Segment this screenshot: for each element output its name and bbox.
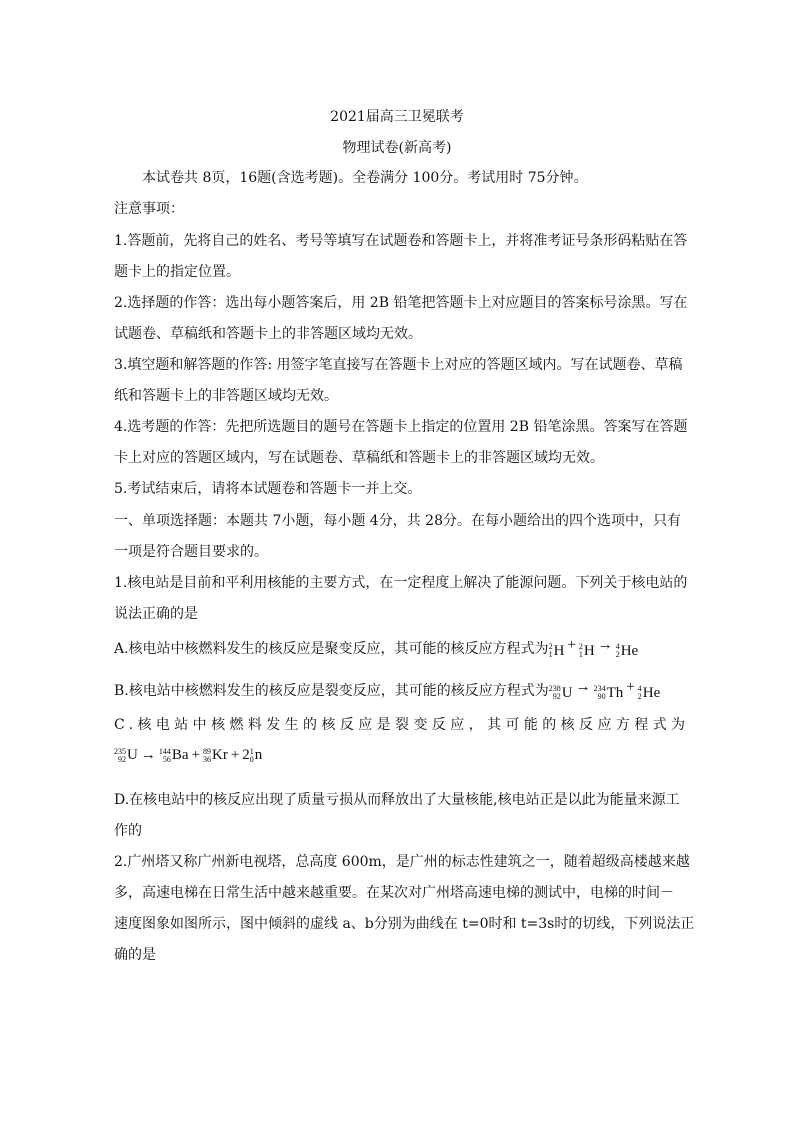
- nuclide-he4: [638, 685, 661, 702]
- nuclide-symbol: n: [254, 747, 263, 763]
- q1-option-d-line-1: D.在核电站中的核反应出现了质量亏损从而释放出了大量核能,核电站正是以此为能量来源工: [114, 792, 680, 808]
- nuclide-charge: 1: [578, 650, 583, 659]
- notice-5-line-1: 5.考试结束后，请将本试题卷和答题卡一并上交。: [114, 481, 422, 497]
- nuclide-mass: 89: [202, 746, 211, 756]
- nuclide-symbol: H: [553, 642, 565, 659]
- q1-option-a-formula: [549, 637, 639, 660]
- nuclide-mass: 2: [548, 642, 553, 651]
- notice-3-line-1: 3.填空题和解答题的作答: 用签字笔直接写在答题卡上对应的答题区域内。写在试题卷、草稿: [114, 357, 683, 373]
- neutron-coefficient: 2: [242, 747, 250, 763]
- exam-title: 2021届高三卫冕联考: [330, 109, 464, 125]
- q1-option-a: [114, 637, 638, 660]
- nuclide-ba144: [159, 747, 189, 764]
- plus-sign: +: [191, 747, 200, 763]
- nuclide-neutron: [250, 747, 263, 764]
- nuclide-symbol: He: [642, 684, 661, 701]
- nuclide-mass: 4: [615, 642, 620, 651]
- nuclide-mass: 238: [548, 684, 561, 693]
- notice-heading: 注意事项：: [114, 201, 184, 217]
- nuclide-he4: [616, 643, 639, 660]
- q1-option-a-text: A.核电站中核燃料发生的核反应是聚变反应，其可能的核反应方程式为: [114, 641, 549, 658]
- arrow-sign: →: [597, 637, 613, 653]
- nuclide-kr89: [203, 747, 228, 764]
- notice-1-line-1: 1.答题前，先将自己的姓名、考号等填写在试题卷和答题卡上，并将准考证号条形码粘贴在答: [114, 233, 688, 249]
- q1-option-b-formula: [549, 679, 660, 702]
- nuclide-u238: [549, 685, 573, 702]
- nuclide-h2: [579, 643, 595, 660]
- nuclide-mass: 4: [637, 684, 642, 693]
- q2-stem-line-4: 确的是: [114, 947, 156, 963]
- arrow-sign: →: [575, 679, 591, 695]
- q1-option-c-formula: [114, 747, 262, 764]
- nuclide-mass: 234: [593, 684, 606, 693]
- nuclide-mass: 1: [249, 746, 254, 756]
- nuclide-charge: 92: [118, 754, 126, 764]
- nuclide-charge: 0: [249, 754, 254, 764]
- nuclide-mass: 235: [114, 746, 126, 756]
- nuclide-symbol: Th: [606, 684, 624, 701]
- notice-4-line-1: 4.选考题的作答：先把所选题目的题号在答题卡上指定的位置用 2B 铅笔涂黑。答案写在答题: [114, 419, 688, 435]
- q2-stem-line-3: 速度图象如图所示，图中倾斜的虚线 a、b分别为曲线在 t=0时和 t=3s时的切线，下列说法正: [114, 916, 695, 932]
- nuclide-mass: 144: [158, 746, 171, 756]
- nuclide-charge: 2: [615, 650, 620, 659]
- q1-option-b: [114, 679, 660, 702]
- nuclide-charge: 92: [552, 692, 561, 701]
- arrow-sign: →: [140, 747, 156, 763]
- plus-sign: +: [626, 679, 635, 695]
- q1-option-d-line-2: 作的: [114, 823, 142, 839]
- notice-2-line-1: 2.选择题的作答：选出每小题答案后，用 2B 铅笔把答题卡上对应题目的答案标号涂黑。写在: [114, 295, 688, 311]
- nuclide-mass: 2: [578, 642, 583, 651]
- section1-line-2: 一项是符合题目要求的。: [114, 544, 268, 560]
- notice-1-line-2: 题卡上的指定位置。: [114, 264, 240, 280]
- nuclide-charge: 2: [637, 692, 642, 701]
- plus-sign: +: [567, 637, 576, 653]
- intro-text: 本试卷共 8页，16题(含选考题)。全卷满分 100分。考试用时 75分钟。: [142, 170, 588, 186]
- nuclide-th234: [594, 685, 624, 702]
- nuclide-u235: [114, 747, 138, 764]
- nuclide-charge: 56: [162, 754, 171, 764]
- nuclide-symbol: H: [583, 642, 595, 659]
- nuclide-h2: [549, 643, 565, 660]
- nuclide-charge: 90: [597, 692, 606, 701]
- nuclide-symbol: U: [561, 684, 573, 701]
- nuclide-symbol: U: [127, 747, 138, 763]
- q2-stem-line-2: 多，高速电梯在日常生活中越来越重要。在某次对广州塔高速电梯的测试中，电梯的时间－: [114, 885, 674, 901]
- plus-sign: +: [230, 747, 240, 763]
- notice-3-line-2: 纸和答题卡上的非答题区域均无效。: [114, 388, 338, 404]
- notice-2-line-2: 试题卷、草稿纸和答题卡上的非答题区域均无效。: [114, 326, 422, 342]
- q1-option-b-text: B.核电站中核燃料发生的核反应是裂变反应，其可能的核反应方程式为: [114, 683, 549, 700]
- nuclide-symbol: Ba: [171, 747, 189, 763]
- exam-subtitle: 物理试卷(新高考): [342, 140, 452, 156]
- nuclide-symbol: He: [620, 642, 639, 659]
- q1-stem-line-1: 1.核电站是目前和平利用核能的主要方式，在一定程度上解决了能源问题。下列关于核电站的: [114, 575, 688, 591]
- notice-4-line-2: 卡上对应的答题区域内，写在试题卷、草稿纸和答题卡上的非答题区域均无效。: [114, 450, 604, 466]
- q2-stem-line-1: 2.广州塔又称广州新电视塔，总高度 600m，是广州的标志性建筑之一，随着超级高楼越来越: [114, 854, 690, 870]
- nuclide-charge: 36: [202, 754, 211, 764]
- q1-option-c-text: C.核电站中核燃料发生的核反应是裂变反应，其可能的核反应方程式为: [114, 717, 690, 733]
- q1-stem-line-2: 说法正确的是: [114, 606, 198, 622]
- nuclide-symbol: Kr: [211, 747, 228, 763]
- section1-line-1: 一、单项选择题：本题共 7小题，每小题 4分，共 28分。在每小题给出的四个选项中，只有: [114, 513, 681, 529]
- nuclide-charge: 1: [548, 650, 553, 659]
